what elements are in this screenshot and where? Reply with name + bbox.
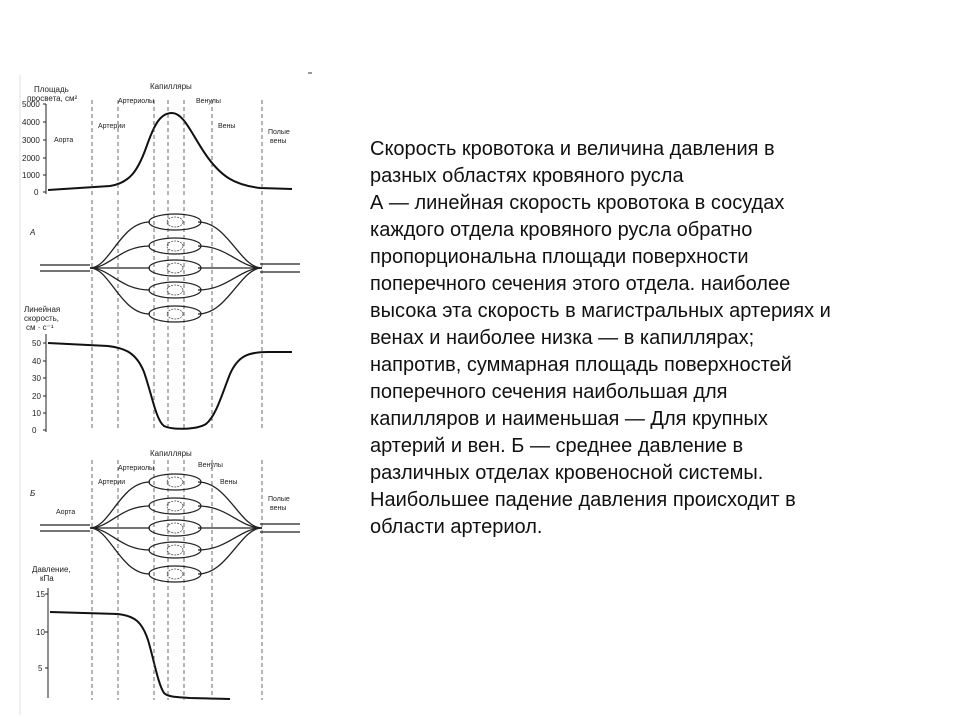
label-venules-top: Венулы — [196, 98, 221, 105]
panel-a-label: А — [30, 228, 36, 237]
panel-a-capillary-bed — [149, 282, 201, 298]
label-veins-top: Вены — [218, 123, 236, 130]
area-tick-3: 2000 — [22, 154, 40, 163]
panel-b-vessel-network — [40, 474, 300, 582]
panel-a-capillary-mesh — [167, 241, 183, 251]
panel-b-vena-cava-vessel — [260, 524, 300, 532]
panel-a-capillary-mesh — [167, 285, 183, 295]
panel-a-capillary-mesh — [167, 309, 183, 319]
area-ylabel-2: просвета, см² — [27, 94, 78, 103]
area-tick-2: 3000 — [22, 136, 40, 145]
panel-a-vein-branch — [198, 268, 262, 314]
area-tick-5: 0 — [34, 188, 39, 197]
velocity-tick-2: 30 — [32, 374, 41, 383]
panel-b-artery-branch — [90, 482, 150, 528]
caption-line: Скорость кровотока и величина давления в — [370, 138, 775, 160]
panel-b-capillary-bed — [149, 498, 201, 514]
pressure-ylabel-1: Давление, — [32, 565, 71, 574]
velocity-ylabel-1: Линейная — [24, 305, 61, 314]
panel-a-capillary-bed — [149, 306, 201, 322]
label-capillaries-b: Капилляры — [150, 449, 192, 458]
pressure-tick-2: 5 — [38, 664, 43, 673]
caption-line: пропорциональна площади поверхности — [370, 246, 749, 268]
caption-line: артерий и вен. Б — среднее давление в — [370, 435, 744, 457]
label-veins-b: Вены — [220, 479, 238, 486]
label-venules-b: Венулы — [198, 462, 223, 469]
caption-line: различных отделах кровеносной системы. — [370, 462, 764, 484]
panel-a-vessel-network — [40, 214, 300, 322]
caption-line: каждого отдела кровяного русла обратно — [370, 219, 753, 241]
caption-line: Наибольшее падение давления происходит в — [370, 489, 796, 511]
caption-line: области артериол. — [370, 516, 543, 538]
panel-b-capillary-mesh — [167, 501, 183, 511]
caption-line: поперечного сечения наибольшая для — [370, 381, 728, 403]
panel-b-aorta-vessel — [40, 525, 90, 531]
label-vena-cava-b-1: Полые — [268, 496, 290, 503]
panel-b-vein-branch — [198, 528, 262, 574]
label-arteries-b: Артерии — [98, 479, 126, 486]
pressure-tick-0: 15 — [36, 590, 45, 599]
panel-a-capillary-bed — [149, 260, 201, 276]
velocity-ylabel-3: см · с⁻¹ — [26, 323, 54, 332]
area-chart — [22, 82, 292, 197]
label-vena-cava-top-1: Полые — [268, 129, 290, 136]
caption-text — [370, 136, 930, 541]
panel-a-capillary-mesh — [167, 217, 183, 227]
panel-a-capillary-bed — [149, 238, 201, 254]
panel-b-capillary-mesh — [167, 569, 183, 579]
caption-line: поперечного сечения этого отдела. наиболее — [370, 273, 791, 295]
area-tick-0: 5000 — [22, 100, 40, 109]
velocity-tick-3: 20 — [32, 392, 41, 401]
caption-line: высока эта скорость в магистральных артериях и — [370, 300, 831, 322]
panel-b-capillary-bed — [149, 566, 201, 582]
panel-b-artery-branch — [90, 528, 150, 574]
panel-b-capillary-bed — [149, 474, 201, 490]
area-curve — [48, 113, 292, 190]
label-arteries-top: Артерии — [98, 123, 126, 130]
velocity-curve — [48, 343, 292, 429]
pressure-tick-1: 10 — [36, 628, 45, 637]
circulation-diagram — [0, 0, 320, 720]
velocity-tick-0: 50 — [32, 339, 41, 348]
caption-line: разных областях кровяного русла — [370, 165, 684, 187]
panel-a-vein-branch — [198, 222, 262, 268]
velocity-tick-5: 0 — [32, 426, 37, 435]
panel-b-vein-branch — [198, 482, 262, 528]
panel-b-capillary-mesh — [167, 545, 183, 555]
velocity-chart — [24, 305, 292, 435]
label-capillaries-top: Капилляры — [150, 82, 192, 91]
velocity-tick-1: 40 — [32, 357, 41, 366]
panel-a-capillary-bed — [149, 214, 201, 230]
pressure-chart — [32, 565, 230, 699]
label-aorta-b: Аорта — [56, 509, 76, 516]
area-tick-1: 4000 — [22, 118, 40, 127]
label-vena-cava-top-2: вены — [270, 138, 287, 145]
pressure-ylabel-2: кПа — [40, 574, 54, 583]
label-vena-cava-b-2: вены — [270, 505, 287, 512]
panel-a-artery-branch — [90, 268, 150, 314]
velocity-tick-4: 10 — [32, 409, 41, 418]
panel-a-aorta-vessel — [40, 265, 90, 271]
area-tick-4: 1000 — [22, 171, 40, 180]
panel-b-label: Б — [30, 489, 36, 498]
panel-a-vena-cava-vessel — [260, 264, 300, 272]
caption-line: венах и наиболее низка — в капиллярах; — [370, 327, 755, 349]
panel-a-capillary-mesh — [167, 263, 183, 273]
caption-line: капилляров и наименьшая — Для крупных — [370, 408, 768, 430]
label-aorta-top: Аорта — [54, 137, 74, 144]
velocity-ylabel-2: скорость, — [24, 314, 59, 323]
panel-b-capillary-mesh — [167, 477, 183, 487]
panel-b-capillary-mesh — [167, 523, 183, 533]
pressure-curve — [50, 612, 230, 699]
label-arterioles-top: Артериолы — [118, 98, 155, 105]
panel-a-artery-branch — [90, 222, 150, 268]
panel-b-capillary-bed — [149, 520, 201, 536]
label-arterioles-b: Артериолы — [118, 465, 155, 472]
caption-line: напротив, суммарная площадь поверхностей — [370, 354, 792, 376]
caption-line: А — линейная скорость кровотока в сосудах — [370, 192, 785, 214]
area-ylabel-1: Площадь — [34, 85, 69, 94]
panel-b-capillary-bed — [149, 542, 201, 558]
